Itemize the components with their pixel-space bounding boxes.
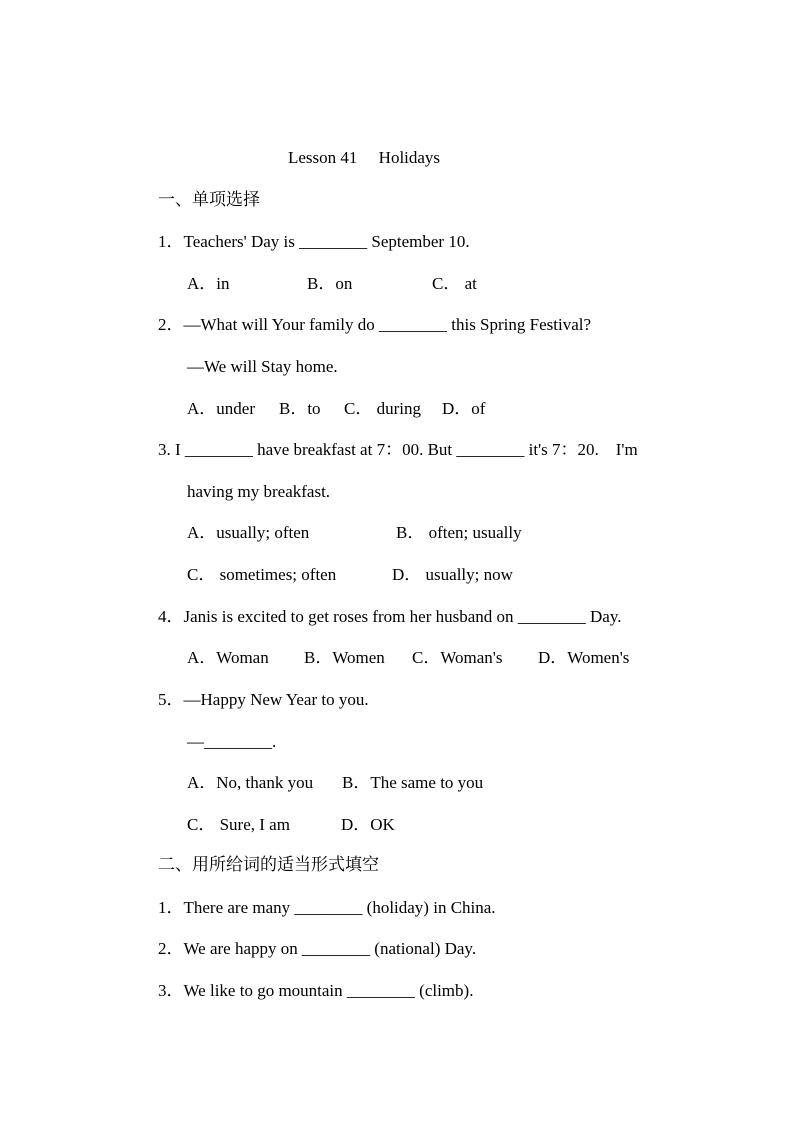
page-title: Lesson 41 Holidays <box>288 148 441 167</box>
fill-blank-item: 1．There are many ________ (holiday) in China. <box>158 898 496 917</box>
question-4-option-a: A．Woman <box>187 648 269 667</box>
question-1-stem: 1．Teachers' Day is ________ September 10. <box>158 232 470 251</box>
question-3-option-b: B． often; usually <box>396 523 522 542</box>
question-1-option-a: A．in <box>187 274 230 293</box>
question-4-option-c: C．Woman's <box>412 648 503 667</box>
question-4-option-b: B．Women <box>304 648 385 667</box>
question-3-option-c: C． sometimes; often <box>187 565 337 584</box>
section-heading-multiple-choice: 一、单项选择 <box>158 190 260 210</box>
question-5-option-a: A．No, thank you <box>187 773 314 792</box>
question-3-stem: 3. I ________ have breakfast at 7：00. But ________ it's 7：20. I'm <box>158 440 638 459</box>
question-5-option-b: B．The same to you <box>342 773 484 792</box>
question-3-option-a: A．usually; often <box>187 523 310 542</box>
question-3-option-d: D． usually; now <box>392 565 513 584</box>
question-2-option-d: D．of <box>442 399 486 418</box>
fill-blank-item: 3．We like to go mountain ________ (climb). <box>158 981 474 1000</box>
question-2-option-c: C． during <box>344 399 421 418</box>
question-4-stem: 4．Janis is excited to get roses from her husband on ________ Day. <box>158 607 622 626</box>
question-2-option-b: B．to <box>279 399 321 418</box>
question-5-reply: —________. <box>187 732 277 751</box>
question-5-option-d: D．OK <box>341 815 395 834</box>
question-2-option-a: A．under <box>187 399 255 418</box>
question-3-stem-continued: having my breakfast. <box>187 482 331 501</box>
question-2-stem: 2．—What will Your family do ________ this Spring Festival? <box>158 315 592 334</box>
question-2-reply: —We will Stay home. <box>187 357 338 376</box>
question-1-option-b: B．on <box>307 274 353 293</box>
question-5-option-c: C． Sure, I am <box>187 815 290 834</box>
question-4-option-d: D．Women's <box>538 648 630 667</box>
question-5-stem: 5．—Happy New Year to you. <box>158 690 369 709</box>
section-heading-fill-in-blanks: 二、用所给词的适当形式填空 <box>158 855 379 875</box>
fill-blank-item: 2．We are happy on ________ (national) Day. <box>158 939 477 958</box>
question-1-option-c: C． at <box>432 274 477 293</box>
